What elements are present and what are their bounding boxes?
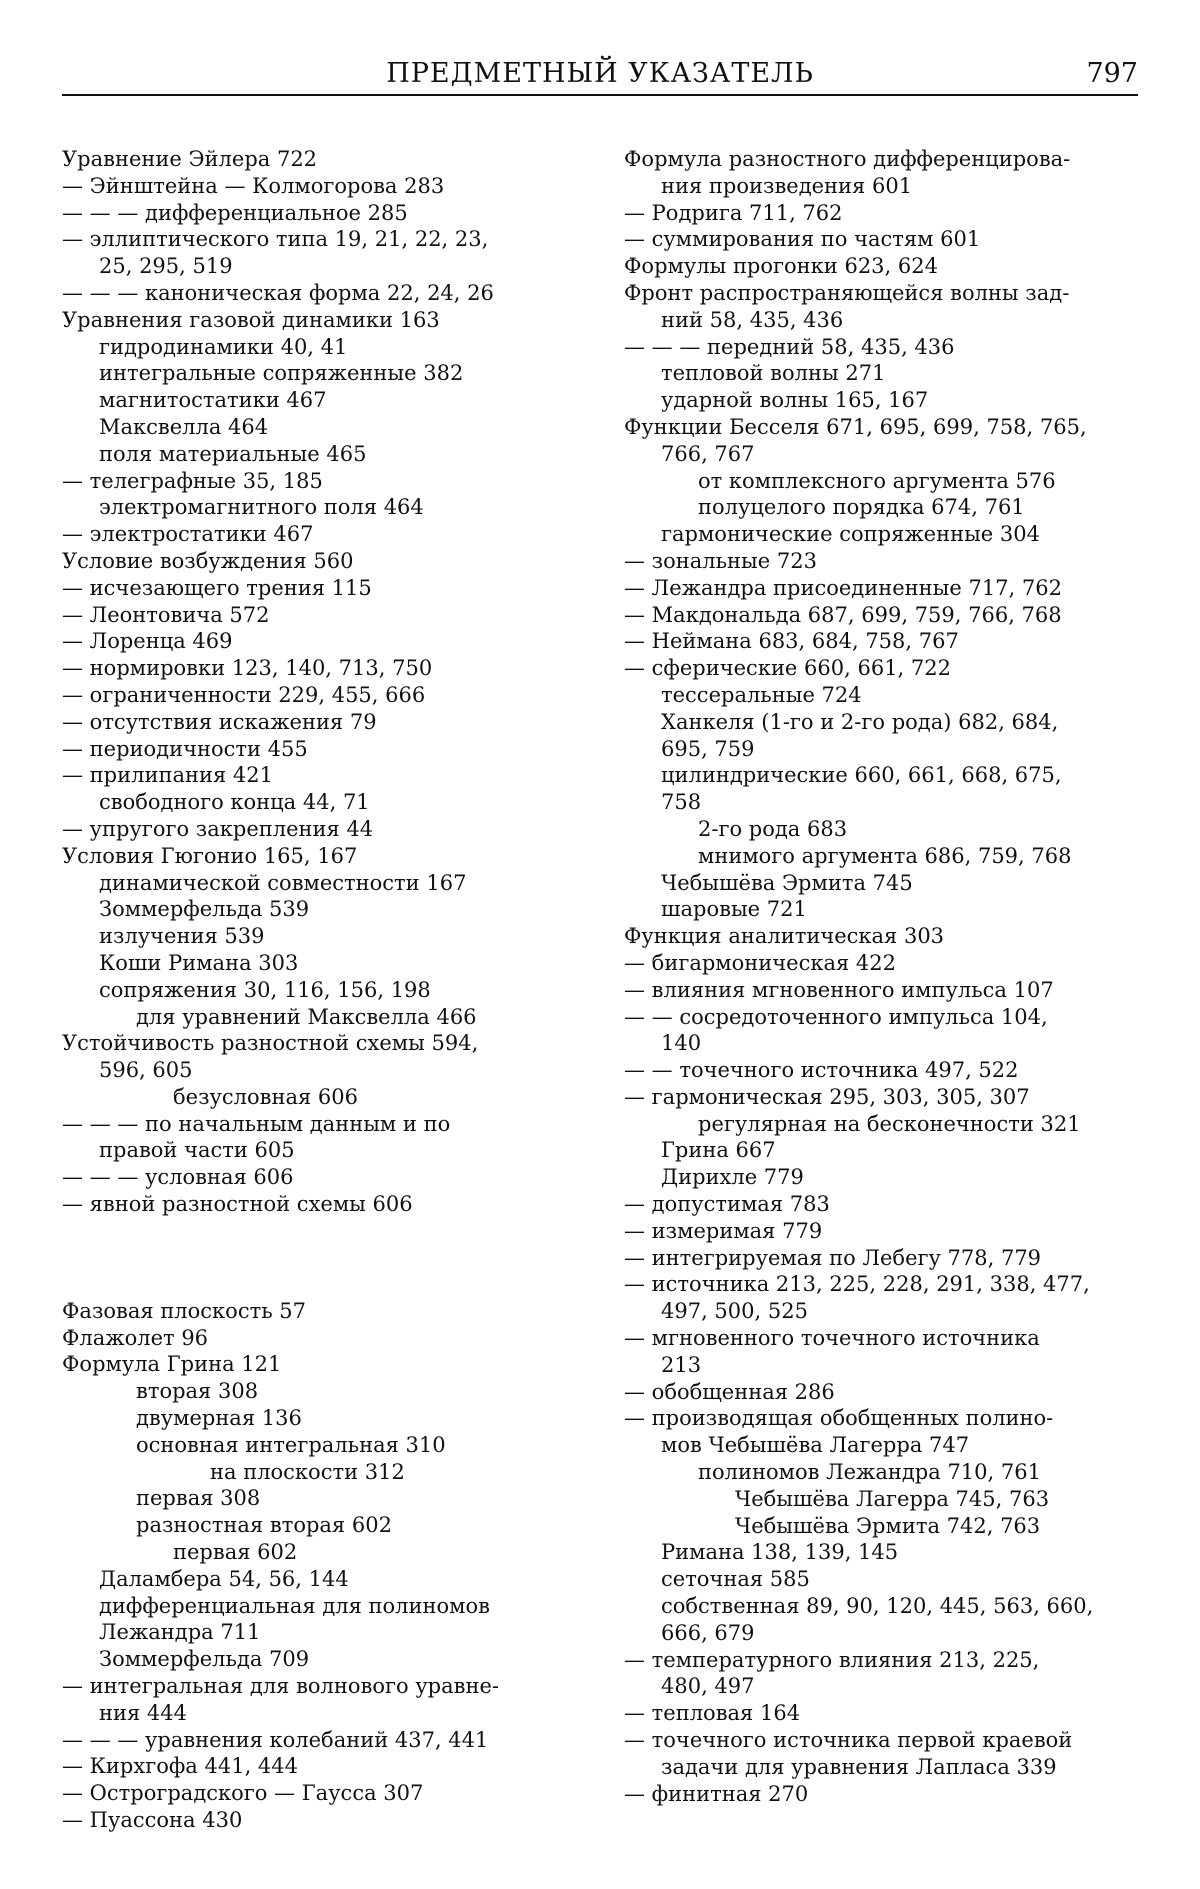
- index-entry: — Остроградского — Гаусса 307: [62, 1781, 424, 1806]
- index-entry: тессеральные 724: [661, 682, 862, 707]
- index-entry: Условие возбуждения 560: [62, 548, 354, 573]
- index-entry: двумерная 136: [136, 1406, 302, 1431]
- index-column-right: [624, 146, 1138, 1807]
- index-entry: — Лежандра присоединенные 717, 762: [624, 575, 1062, 600]
- index-entry: 596, 605: [99, 1058, 193, 1083]
- index-entry: — — — дифференциальное 285: [62, 200, 408, 225]
- index-entry: Уравнения газовой динамики 163: [62, 307, 440, 332]
- index-entry: 758: [661, 790, 702, 815]
- index-entry: Зоммерфельда 539: [99, 897, 310, 922]
- index-entry: Зоммерфельда 709: [99, 1647, 310, 1672]
- index-entry: гидродинамики 40, 41: [99, 334, 348, 359]
- index-entry: — мгновенного точечного источника: [624, 1326, 1040, 1351]
- index-entry: первая 602: [173, 1540, 298, 1565]
- index-entry: Грина 667: [661, 1138, 776, 1163]
- index-entry: мнимого аргумента 686, 759, 768: [698, 843, 1072, 868]
- index-entry: — периодичности 455: [62, 736, 308, 761]
- index-entry: Чебышёва Лагерра 745, 763: [735, 1486, 1050, 1511]
- index-entry: сопряжения 30, 116, 156, 198: [99, 977, 431, 1002]
- index-entry: собственная 89, 90, 120, 445, 563, 660,: [661, 1594, 1094, 1619]
- index-entry: мов Чебышёва Лагерра 747: [661, 1433, 970, 1458]
- index-entry: сеточная 585: [661, 1567, 810, 1592]
- index-entry: шаровые 721: [661, 897, 807, 922]
- index-entry: — — — передний 58, 435, 436: [624, 334, 955, 359]
- index-entry: 666, 679: [661, 1620, 755, 1645]
- index-entry: — электростатики 467: [62, 522, 314, 547]
- index-entry: — явной разностной схемы 606: [62, 1192, 413, 1217]
- index-entry: — точечного источника первой краевой: [624, 1728, 1073, 1753]
- index-entry: Максвелла 464: [99, 414, 269, 439]
- running-header: [62, 58, 1138, 96]
- index-entry: — измеримая 779: [624, 1218, 823, 1243]
- index-entry: излучения 539: [99, 924, 265, 949]
- index-entry: — тепловая 164: [624, 1701, 801, 1726]
- index-entry: Чебышёва Эрмита 742, 763: [735, 1513, 1041, 1538]
- index-entry: Условия Гюгонио 165, 167: [62, 843, 358, 868]
- page-number: 797: [1086, 58, 1138, 89]
- index-entry: — Неймана 683, 684, 758, 767: [624, 629, 959, 654]
- index-entry: магнитостатики 467: [99, 388, 327, 413]
- index-entry: — — — уравнения колебаний 437, 441: [62, 1727, 489, 1752]
- index-entry: для уравнений Максвелла 466: [136, 1004, 477, 1029]
- index-entry: — бигармоническая 422: [624, 950, 896, 975]
- index-entry: полуцелого порядка 674, 761: [698, 495, 1025, 520]
- index-entry: тепловой волны 271: [661, 361, 886, 386]
- index-entry: — Родрига 711, 762: [624, 200, 843, 225]
- index-entry: 140: [661, 1031, 702, 1056]
- index-entry: на плоскости 312: [210, 1459, 405, 1484]
- index-entry: Устойчивость разностной схемы 594,: [62, 1031, 479, 1056]
- index-entry: — Пуассона 430: [62, 1808, 243, 1833]
- index-entry: Флажолет 96: [62, 1325, 209, 1350]
- index-entry: — телеграфные 35, 185: [62, 468, 323, 493]
- index-entry: цилиндрические 660, 661, 668, 675,: [661, 763, 1062, 788]
- index-entry: от комплексного аргумента 576: [698, 468, 1056, 493]
- index-entry: ударной волны 165, 167: [661, 388, 929, 413]
- index-entry: динамической совместности 167: [99, 870, 467, 895]
- index-entry: — ограниченности 229, 455, 666: [62, 682, 426, 707]
- index-entry: — Кирхгофа 441, 444: [62, 1754, 299, 1779]
- index-entry: поля материальные 465: [99, 441, 367, 466]
- index-entry: дифференциальная для полиномов: [99, 1593, 490, 1618]
- index-entry: — зональные 723: [624, 548, 817, 573]
- index-entry: гармонические сопряженные 304: [661, 522, 1040, 547]
- index-entry: 25, 295, 519: [99, 254, 233, 279]
- index-entry: 766, 767: [661, 441, 755, 466]
- index-entry: Фронт распространяющейся волны зад-: [624, 280, 1070, 305]
- index-entry: — нормировки 123, 140, 713, 750: [62, 656, 433, 681]
- index-entry: — эллиптического типа 19, 21, 22, 23,: [62, 227, 489, 252]
- index-entry: Уравнение Эйлера 722: [62, 147, 318, 171]
- index-entry: Формулы прогонки 623, 624: [624, 254, 938, 279]
- index-entry: 497, 500, 525: [661, 1299, 808, 1324]
- index-entry: 2-го рода 683: [698, 816, 848, 841]
- index-entry: — исчезающего трения 115: [62, 575, 372, 600]
- index-entry: — температурного влияния 213, 225,: [624, 1647, 1040, 1672]
- index-entry: — — — каноническая форма 22, 24, 26: [62, 280, 494, 305]
- index-entry: — сферические 660, 661, 722: [624, 656, 951, 681]
- index-entry: регулярная на бесконечности 321: [698, 1111, 1081, 1136]
- index-entry: — Леонтовича 572: [62, 602, 270, 627]
- index-entry: безусловная 606: [173, 1084, 358, 1109]
- index-entry: — обобщенная 286: [624, 1379, 835, 1404]
- index-entry: разностная вторая 602: [136, 1513, 392, 1538]
- index-entry: Дирихле 779: [661, 1165, 804, 1190]
- index-entry: Функция аналитическая 303: [624, 924, 945, 949]
- index-entry: первая 308: [136, 1486, 261, 1511]
- index-entry: — отсутствия искажения 79: [62, 709, 377, 734]
- index-entry: ния произведения 601: [661, 173, 913, 198]
- index-entry: вторая 308: [136, 1379, 259, 1404]
- index-entry: задачи для уравнения Лапласа 339: [661, 1754, 1057, 1779]
- index-entry: ний 58, 435, 436: [661, 307, 844, 332]
- index-entry: свободного конца 44, 71: [99, 790, 370, 815]
- index-entry: — Эйнштейна — Колмогорова 283: [62, 173, 445, 198]
- index-entry: — прилипания 421: [62, 763, 273, 788]
- index-entry: — — — по начальным данным и по: [62, 1111, 451, 1136]
- index-entry: — производящая обобщенных полино-: [624, 1406, 1054, 1431]
- index-entry: Функции Бесселя 671, 695, 699, 758, 765,: [624, 414, 1087, 439]
- index-entry: Чебышёва Эрмита 745: [661, 870, 913, 895]
- index-entry: полиномов Лежандра 710, 761: [698, 1460, 1041, 1485]
- index-entry: — — сосредоточенного импульса 104,: [624, 1004, 1048, 1029]
- index-entry: ния 444: [99, 1700, 187, 1725]
- index-entry: 480, 497: [661, 1674, 755, 1699]
- index-entry: Коши Римана 303: [99, 950, 299, 975]
- index-entry: — Лоренца 469: [62, 629, 233, 654]
- index-entry: интегральные сопряженные 382: [99, 361, 464, 386]
- index-entry: — интегральная для волнового уравне-: [62, 1674, 499, 1699]
- index-entry: основная интегральная 310: [136, 1432, 446, 1457]
- index-entry: правой части 605: [99, 1138, 295, 1163]
- index-entry: — финитная 270: [624, 1781, 809, 1806]
- index-entry: Даламбера 54, 56, 144: [99, 1566, 349, 1591]
- index-entry: 213: [661, 1352, 702, 1377]
- index-entry: — Макдональда 687, 699, 759, 766, 768: [624, 602, 1062, 627]
- page-title: ПРЕДМЕТНЫЙ УКАЗАТЕЛЬ: [386, 58, 814, 89]
- index-entry: Лежандра 711: [99, 1620, 261, 1645]
- index-entry: — влияния мгновенного импульса 107: [624, 977, 1054, 1002]
- index-entry: — — — условная 606: [62, 1165, 294, 1190]
- index-entry: — суммирования по частям 601: [624, 227, 981, 252]
- index-entry: — упругого закрепления 44: [62, 816, 374, 841]
- section-gap: [62, 1218, 573, 1298]
- index-entry: — допустимая 783: [624, 1192, 830, 1217]
- index-entry: — интегрируемая по Лебегу 778, 779: [624, 1245, 1042, 1270]
- index-entry: — — точечного источника 497, 522: [624, 1058, 1019, 1083]
- index-entry: — гармоническая 295, 303, 305, 307: [624, 1084, 1030, 1109]
- index-entry: — источника 213, 225, 228, 291, 338, 477,: [624, 1272, 1090, 1297]
- index-column-left: [62, 146, 573, 1834]
- index-entry: электромагнитного поля 464: [99, 495, 424, 520]
- index-entry: Римана 138, 139, 145: [661, 1540, 899, 1565]
- index-entry: Фазовая плоскость 57: [62, 1298, 307, 1323]
- index-entry: 695, 759: [661, 736, 755, 761]
- index-entry: Формула разностного дифференцирова-: [624, 147, 1071, 171]
- index-entry: Ханкеля (1-го и 2-го рода) 682, 684,: [661, 709, 1059, 734]
- index-entry: Формула Грина 121: [62, 1352, 282, 1377]
